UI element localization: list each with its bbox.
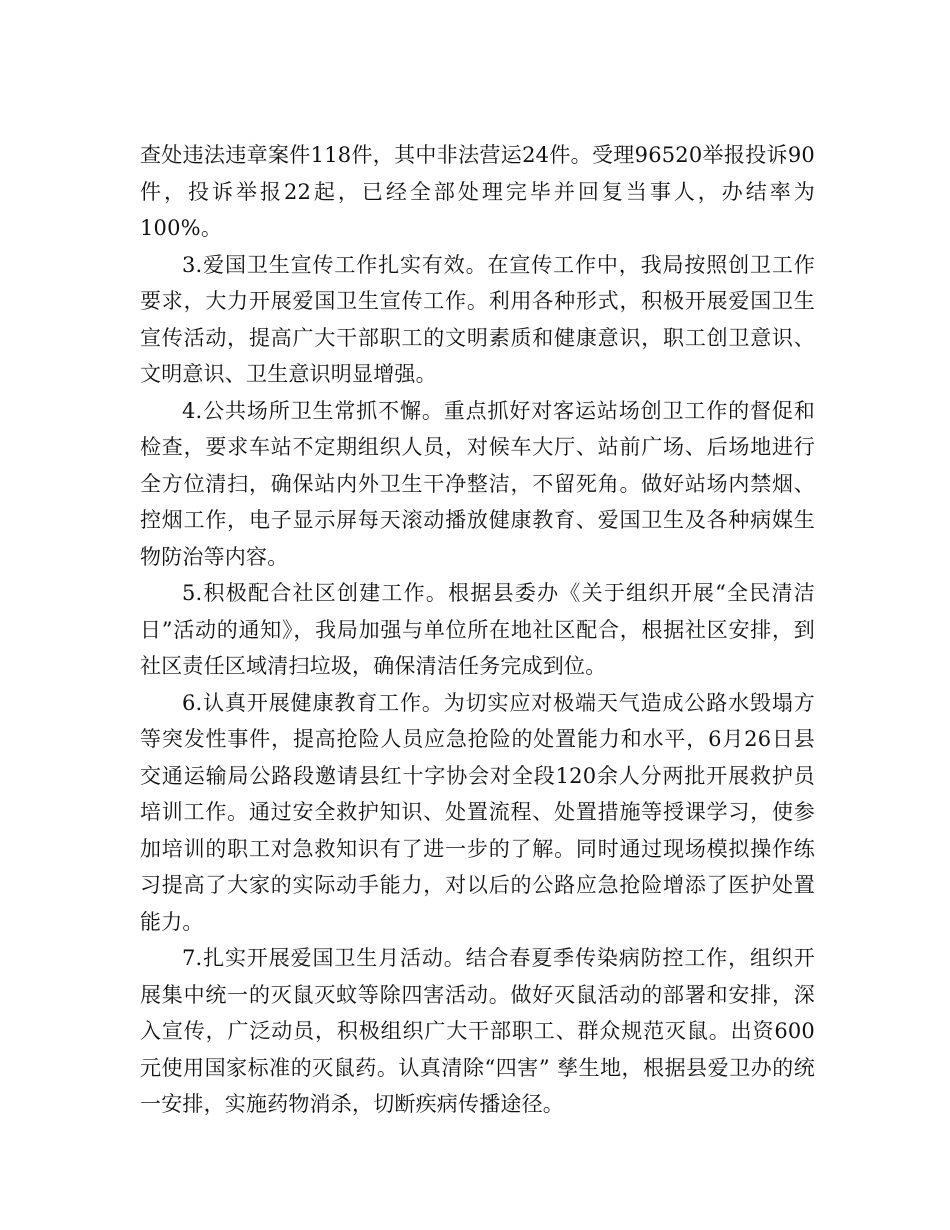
paragraph-item-3-publicity: 3.爱国卫生宣传工作扎实有效。在宣传工作中，我局按照创卫工作要求，大力开展爱国卫生宣传工作。利用各种形式，积极开展爱国卫生宣传活动，提高广大干部职工的文明素质和健康意识，职工创卫意识、文明意识、卫生意识明显增强。	[140, 252, 815, 386]
paragraph-item-4-public-places: 4.公共场所卫生常抓不懈。重点抓好对客运站场创卫工作的督促和检查，要求车站不定期组织人员，对候车大厅、站前广场、后场地进行全方位清扫，确保站内外卫生干净整洁，不留死角。做好站场内禁烟、控烟工作，电子显示屏每天滚动播放健康教育、爱国卫生及各种病媒生物防治等内容。	[140, 398, 815, 569]
document-body	[140, 137, 815, 1123]
paragraph-item-5-community: 5.积极配合社区创建工作。根据县委办《关于组织开展“全民清洁日”活动的通知》，我局加强与单位所在地社区配合，根据社区安排，到社区责任区域清扫垃圾，确保清洁任务完成到位。	[140, 581, 815, 678]
paragraph-case-statistics: 查处违法违章案件118件，其中非法营运24件。受理96520举报投诉90件，投诉举报22起，已经全部处理完毕并回复当事人，办结率为100%。	[140, 143, 815, 240]
paragraph-item-6-health-education: 6.认真开展健康教育工作。为切实应对极端天气造成公路水毁塌方等突发性事件，提高抢险人员应急抢险的处置能力和水平，6月26日县交通运输局公路段邀请县红十字协会对全段120余人分两批开展救护员培训工作。通过安全救护知识、处置流程、处置措施等授课学习，使参加培训的职工对急救知识有了进一步的了解。同时通过现场模拟操作练习提高了大家的实际动手能力，对以后的公路应急抢险增添了医护处置能力。	[140, 690, 815, 934]
paragraph-item-7-hygiene-month: 7.扎实开展爱国卫生月活动。结合春夏季传染病防控工作，组织开展集中统一的灭鼠灭蚊等除四害活动。做好灭鼠活动的部署和安排，深入宣传，广泛动员，积极组织广大干部职工、群众规范灭鼠。出资600元使用国家标准的灭鼠药。认真清除“四害” 孳生地，根据县爱卫办的统一安排，实施药物消杀，切断疾病传播途径。	[140, 946, 815, 1116]
